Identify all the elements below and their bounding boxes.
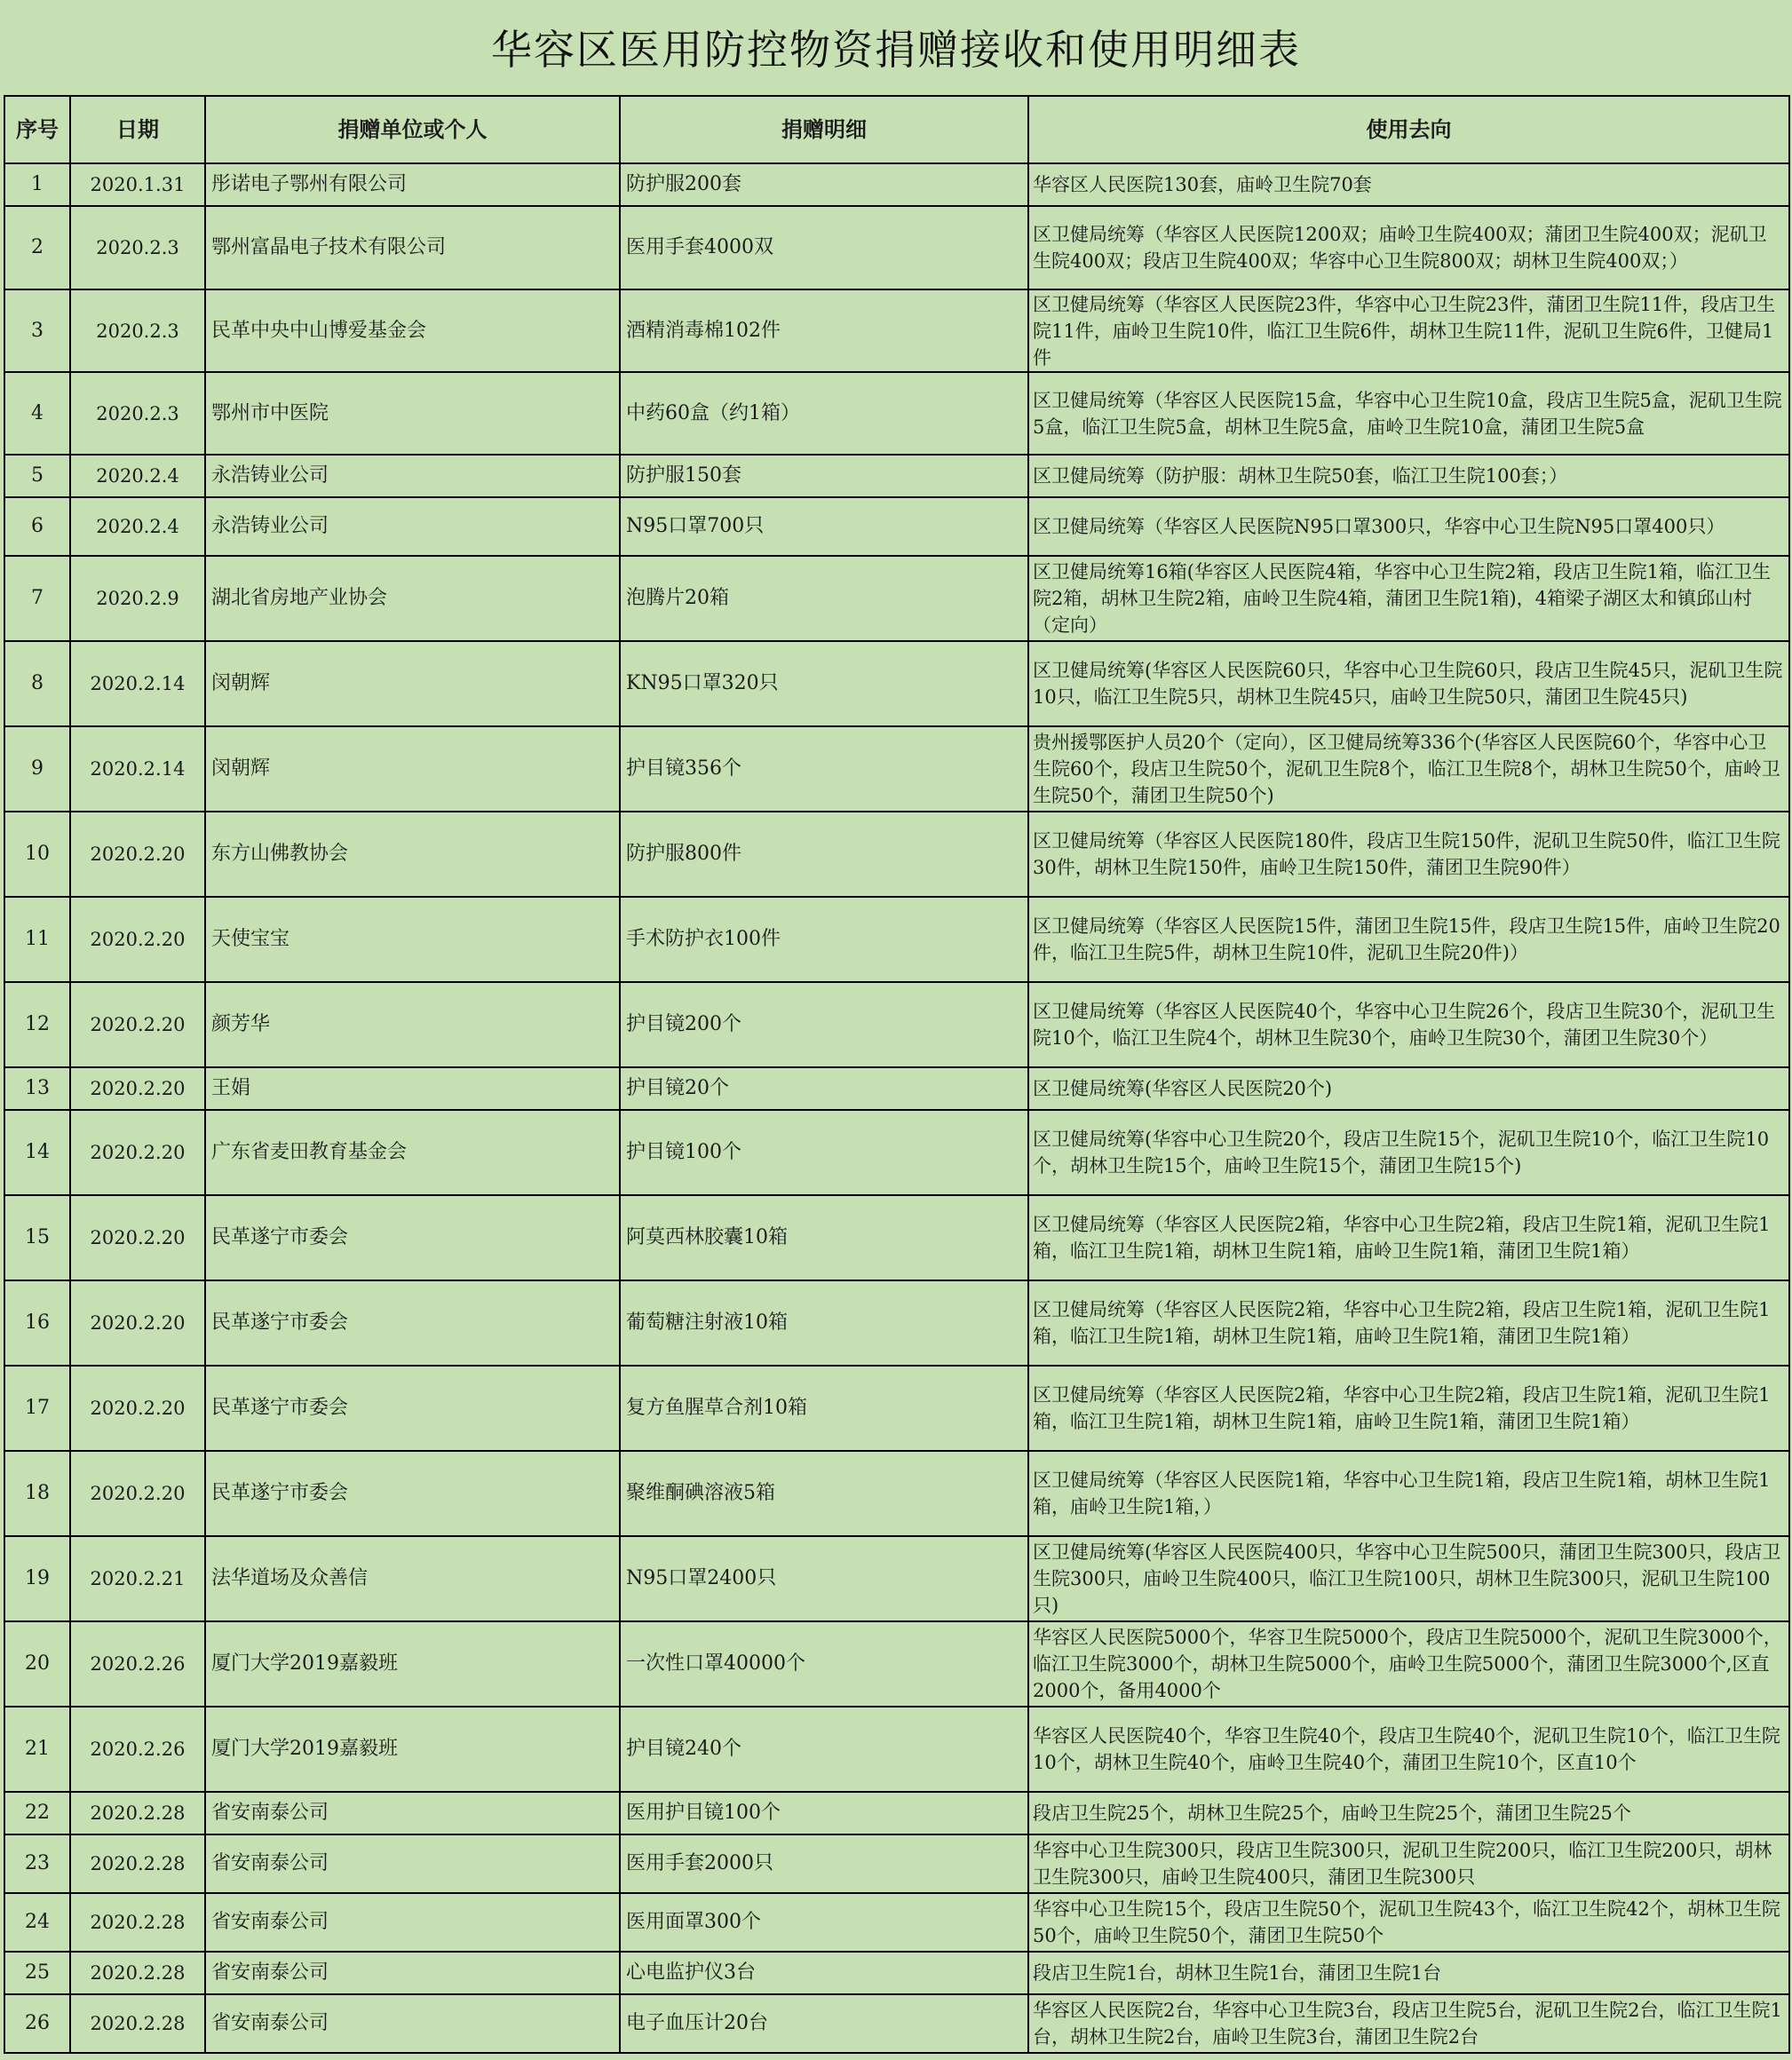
header-date[interactable]: 日期: [70, 96, 205, 163]
donation-table: [4, 95, 1790, 2054]
cell-index[interactable]: 18: [4, 1451, 70, 1536]
cell-detail[interactable]: 葡萄糖注射液10箱: [620, 1280, 1028, 1366]
cell-detail[interactable]: 复方鱼腥草合剂10箱: [620, 1366, 1028, 1451]
table-row: [4, 497, 1789, 556]
table-row: [4, 1451, 1789, 1536]
cell-date[interactable]: 2020.2.28: [70, 1893, 205, 1952]
table-row: [4, 982, 1789, 1067]
cell-donor[interactable]: 省安南泰公司: [205, 1994, 620, 2053]
cell-use[interactable]: 华容区人民医院40个，华容卫生院40个，段店卫生院40个，泥矶卫生院10个，临江卫生院10个，胡林卫生院40个，庙岭卫生院40个，蒲团卫生院10个，区直10个: [1028, 1707, 1789, 1792]
cell-use[interactable]: 区卫健局统筹（防护服：胡林卫生院50套，临江卫生院100套；）: [1028, 455, 1789, 497]
cell-date[interactable]: 2020.2.26: [70, 1621, 205, 1707]
cell-donor[interactable]: 厦门大学2019嘉毅班: [205, 1707, 620, 1792]
cell-date[interactable]: 2020.2.4: [70, 497, 205, 556]
cell-detail[interactable]: N95口罩700只: [620, 497, 1028, 556]
cell-detail[interactable]: 防护服150套: [620, 455, 1028, 497]
cell-use[interactable]: 区卫健局统筹（华容区人民医院15件，蒲团卫生院15件，段店卫生院15件，庙岭卫生院20件，临江卫生院5件，胡林卫生院10件，泥矶卫生院20件)）: [1028, 897, 1789, 982]
cell-date[interactable]: 2020.2.28: [70, 1792, 205, 1834]
cell-donor[interactable]: 鄂州市中医院: [205, 372, 620, 455]
cell-detail[interactable]: 医用手套2000只: [620, 1834, 1028, 1893]
cell-use[interactable]: 华容区人民医院130套，庙岭卫生院70套: [1028, 163, 1789, 206]
header-index[interactable]: 序号: [4, 96, 70, 163]
table-row: [4, 206, 1789, 289]
cell-donor[interactable]: 民革遂宁市委会: [205, 1366, 620, 1451]
cell-index[interactable]: 13: [4, 1067, 70, 1110]
cell-index[interactable]: 7: [4, 556, 70, 641]
cell-index[interactable]: 12: [4, 982, 70, 1067]
cell-use[interactable]: 区卫健局统筹（华容区人民医院23件，华容中心卫生院23件，蒲团卫生院11件，段店卫生院11件，庙岭卫生院10件，临江卫生院6件，胡林卫生院11件，泥矶卫生院6件，卫健局1件: [1028, 289, 1789, 372]
cell-donor[interactable]: 省安南泰公司: [205, 1834, 620, 1893]
cell-date[interactable]: 2020.2.20: [70, 982, 205, 1067]
table-row: [4, 726, 1789, 812]
cell-donor[interactable]: 广东省麦田教育基金会: [205, 1110, 620, 1195]
cell-detail[interactable]: 手术防护衣100件: [620, 897, 1028, 982]
header-use[interactable]: 使用去向: [1028, 96, 1789, 163]
cell-use[interactable]: 区卫健局统筹（华容区人民医院1箱，华容中心卫生院1箱，段店卫生院1箱，胡林卫生院1箱，庙岭卫生院1箱，）: [1028, 1451, 1789, 1536]
cell-index[interactable]: 9: [4, 726, 70, 812]
cell-donor[interactable]: 东方山佛教协会: [205, 812, 620, 897]
cell-use[interactable]: 区卫健局统筹（华容区人民医院180件，段店卫生院150件，泥矶卫生院50件，临江卫生院30件，胡林卫生院150件，庙岭卫生院150件，蒲团卫生院90件）: [1028, 812, 1789, 897]
cell-date[interactable]: 2020.2.9: [70, 556, 205, 641]
cell-donor[interactable]: 湖北省房地产业协会: [205, 556, 620, 641]
cell-use[interactable]: 华容区人民医院2台，华容中心卫生院3台，段店卫生院5台，泥矶卫生院2台，临江卫生院1台，胡林卫生院2台，庙岭卫生院3台，蒲团卫生院2台: [1028, 1994, 1789, 2053]
page-title: 华容区医用防控物资捐赠接收和使用明细表: [491, 26, 1301, 74]
cell-index[interactable]: 6: [4, 497, 70, 556]
cell-detail[interactable]: 防护服800件: [620, 812, 1028, 897]
cell-date[interactable]: 2020.2.3: [70, 289, 205, 372]
cell-detail[interactable]: 护目镜240个: [620, 1707, 1028, 1792]
cell-index[interactable]: 5: [4, 455, 70, 497]
table-row: [4, 556, 1789, 641]
table-row: [4, 455, 1789, 497]
cell-index[interactable]: 1: [4, 163, 70, 206]
cell-date[interactable]: 2020.2.28: [70, 1834, 205, 1893]
cell-use[interactable]: 区卫健局统筹（华容区人民医院2箱，华容中心卫生院2箱，段店卫生院1箱，泥矶卫生院1箱，临江卫生院1箱，胡林卫生院1箱，庙岭卫生院1箱，蒲团卫生院1箱）: [1028, 1280, 1789, 1366]
cell-use[interactable]: 华容中心卫生院300只，段店卫生院300只，泥矶卫生院200只，临江卫生院200只，胡林卫生院300只，庙岭卫生院400只，蒲团卫生院300只: [1028, 1834, 1789, 1893]
table-row: [4, 372, 1789, 455]
cell-date[interactable]: 2020.2.3: [70, 206, 205, 289]
header-detail[interactable]: 捐赠明细: [620, 96, 1028, 163]
table-row: [4, 1834, 1789, 1893]
table-row: [4, 1110, 1789, 1195]
cell-detail[interactable]: 医用护目镜100个: [620, 1792, 1028, 1834]
table-row: [4, 1994, 1789, 2053]
cell-detail[interactable]: 医用面罩300个: [620, 1893, 1028, 1952]
cell-detail[interactable]: 酒精消毒棉102件: [620, 289, 1028, 372]
cell-date[interactable]: 2020.1.31: [70, 163, 205, 206]
cell-donor[interactable]: 闵朝辉: [205, 641, 620, 726]
cell-use[interactable]: 区卫健局统筹（华容区人民医院1200双；庙岭卫生院400双；蒲团卫生院400双；泥矶卫生院400双；段店卫生院400双；华容中心卫生院800双；胡林卫生院400双；）: [1028, 206, 1789, 289]
cell-use[interactable]: 贵州援鄂医护人员20个（定向），区卫健局统筹336个(华容区人民医院60个，华容中心卫生院60个，段店卫生院50个，泥矶卫生院8个，临江卫生院8个，胡林卫生院50个，庙岭卫生院50个，蒲团卫生院50个): [1028, 726, 1789, 812]
cell-detail[interactable]: 电子血压计20台: [620, 1994, 1028, 2053]
cell-date[interactable]: 2020.2.3: [70, 372, 205, 455]
cell-index[interactable]: 8: [4, 641, 70, 726]
cell-date[interactable]: 2020.2.20: [70, 1195, 205, 1280]
cell-use[interactable]: 华容中心卫生院15个，段店卫生院50个，泥矶卫生院43个，临江卫生院42个，胡林卫生院50个，庙岭卫生院50个，蒲团卫生院50个: [1028, 1893, 1789, 1952]
cell-date[interactable]: 2020.2.20: [70, 897, 205, 982]
cell-index[interactable]: 3: [4, 289, 70, 372]
table-row: [4, 289, 1789, 372]
table-row: [4, 1621, 1789, 1707]
cell-detail[interactable]: 护目镜356个: [620, 726, 1028, 812]
cell-detail[interactable]: 防护服200套: [620, 163, 1028, 206]
table-row: [4, 641, 1789, 726]
cell-donor[interactable]: 闵朝辉: [205, 726, 620, 812]
cell-detail[interactable]: 阿莫西林胶囊10箱: [620, 1195, 1028, 1280]
cell-index[interactable]: 19: [4, 1536, 70, 1621]
table-row: [4, 1952, 1789, 1994]
cell-donor[interactable]: 民革遂宁市委会: [205, 1451, 620, 1536]
cell-use[interactable]: 区卫健局统筹(华容区人民医院60只，华容中心卫生院60只，段店卫生院45只，泥矶卫生院10只，临江卫生院5只，胡林卫生院45只，庙岭卫生院50只，蒲团卫生院45只): [1028, 641, 1789, 726]
cell-donor[interactable]: 鄂州富晶电子技术有限公司: [205, 206, 620, 289]
cell-use[interactable]: 段店卫生院25个，胡林卫生院25个，庙岭卫生院25个，蒲团卫生院25个: [1028, 1792, 1789, 1834]
cell-detail[interactable]: 护目镜200个: [620, 982, 1028, 1067]
cell-date[interactable]: 2020.2.28: [70, 1994, 205, 2053]
cell-donor[interactable]: 省安南泰公司: [205, 1893, 620, 1952]
header-donor[interactable]: 捐赠单位或个人: [205, 96, 620, 163]
cell-use[interactable]: 华容区人民医院5000个，华容卫生院5000个，段店卫生院5000个，泥矶卫生院3000个，临江卫生院3000个，胡林卫生院5000个，庙岭卫生院5000个，蒲团卫生院3000个,区直2000个，备用4000个: [1028, 1621, 1789, 1707]
cell-donor[interactable]: 民革中央中山博爱基金会: [205, 289, 620, 372]
table-body: [4, 163, 1789, 2053]
cell-detail[interactable]: 中药60盒（约1箱）: [620, 372, 1028, 455]
cell-date[interactable]: 2020.2.4: [70, 455, 205, 497]
table-row: [4, 897, 1789, 982]
cell-date[interactable]: 2020.2.20: [70, 812, 205, 897]
cell-detail[interactable]: 一次性口罩40000个: [620, 1621, 1028, 1707]
cell-date[interactable]: 2020.2.14: [70, 641, 205, 726]
cell-detail[interactable]: 心电监护仪3台: [620, 1952, 1028, 1994]
cell-detail[interactable]: 医用手套4000双: [620, 206, 1028, 289]
cell-donor[interactable]: 法华道场及众善信: [205, 1536, 620, 1621]
cell-detail[interactable]: 护目镜20个: [620, 1067, 1028, 1110]
table-row: [4, 1366, 1789, 1451]
cell-use[interactable]: 段店卫生院1台，胡林卫生院1台，蒲团卫生院1台: [1028, 1952, 1789, 1994]
cell-detail[interactable]: 聚维酮碘溶液5箱: [620, 1451, 1028, 1536]
cell-use[interactable]: 区卫健局统筹（华容区人民医院N95口罩300只，华容中心卫生院N95口罩400只）: [1028, 497, 1789, 556]
cell-date[interactable]: 2020.2.28: [70, 1952, 205, 1994]
cell-use[interactable]: 区卫健局统筹(华容区人民医院20个): [1028, 1067, 1789, 1110]
cell-donor[interactable]: 颜芳华: [205, 982, 620, 1067]
cell-date[interactable]: 2020.2.20: [70, 1067, 205, 1110]
cell-index[interactable]: 15: [4, 1195, 70, 1280]
cell-index[interactable]: 21: [4, 1707, 70, 1792]
cell-detail[interactable]: 泡腾片20箱: [620, 556, 1028, 641]
cell-donor[interactable]: 民革遂宁市委会: [205, 1195, 620, 1280]
cell-use[interactable]: 区卫健局统筹(华容区人民医院400只，华容中心卫生院500只，蒲团卫生院300只，段店卫生院300只，庙岭卫生院400只，临江卫生院100只，胡林卫生院300只，泥矶卫生院100只): [1028, 1536, 1789, 1621]
table-row: [4, 1792, 1789, 1834]
cell-use[interactable]: 区卫健局统筹(华容中心卫生院20个，段店卫生院15个，泥矶卫生院10个，临江卫生院10个，胡林卫生院15个，庙岭卫生院15个，蒲团卫生院15个): [1028, 1110, 1789, 1195]
cell-index[interactable]: 22: [4, 1792, 70, 1834]
table-row: [4, 1067, 1789, 1110]
cell-date[interactable]: 2020.2.20: [70, 1451, 205, 1536]
cell-index[interactable]: 10: [4, 812, 70, 897]
table-row: [4, 1536, 1789, 1621]
table-row: [4, 1195, 1789, 1280]
cell-use[interactable]: 区卫健局统筹（华容区人民医院2箱，华容中心卫生院2箱，段店卫生院1箱，泥矶卫生院1箱，临江卫生院1箱，胡林卫生院1箱，庙岭卫生院1箱，蒲团卫生院1箱）: [1028, 1366, 1789, 1451]
cell-donor[interactable]: 王娟: [205, 1067, 620, 1110]
table-row: [4, 1707, 1789, 1792]
cell-use[interactable]: 区卫健局统筹（华容区人民医院15盒，华容中心卫生院10盒，段店卫生院5盒，泥矶卫生院5盒，临江卫生院5盒，胡林卫生院5盒，庙岭卫生院10盒，蒲团卫生院5盒: [1028, 372, 1789, 455]
cell-index[interactable]: 11: [4, 897, 70, 982]
cell-donor[interactable]: 永浩铸业公司: [205, 455, 620, 497]
cell-index[interactable]: 16: [4, 1280, 70, 1366]
cell-donor[interactable]: 彤诺电子鄂州有限公司: [205, 163, 620, 206]
cell-index[interactable]: 25: [4, 1952, 70, 1994]
table-row: [4, 1893, 1789, 1952]
cell-date[interactable]: 2020.2.26: [70, 1707, 205, 1792]
cell-index[interactable]: 24: [4, 1893, 70, 1952]
table-row: [4, 163, 1789, 206]
cell-date[interactable]: 2020.2.20: [70, 1366, 205, 1451]
cell-date[interactable]: 2020.2.14: [70, 726, 205, 812]
table-row: [4, 812, 1789, 897]
table-row: [4, 1280, 1789, 1366]
cell-use[interactable]: 区卫健局统筹（华容区人民医院40个，华容中心卫生院26个，段店卫生院30个，泥矶卫生院10个，临江卫生院4个，胡林卫生院30个，庙岭卫生院30个，蒲团卫生院30个）: [1028, 982, 1789, 1067]
cell-index[interactable]: 23: [4, 1834, 70, 1893]
cell-use[interactable]: 区卫健局统筹（华容区人民医院2箱，华容中心卫生院2箱，段店卫生院1箱，泥矶卫生院1箱，临江卫生院1箱，胡林卫生院1箱，庙岭卫生院1箱，蒲团卫生院1箱）: [1028, 1195, 1789, 1280]
cell-donor[interactable]: 省安南泰公司: [205, 1952, 620, 1994]
cell-donor[interactable]: 民革遂宁市委会: [205, 1280, 620, 1366]
cell-donor[interactable]: 厦门大学2019嘉毅班: [205, 1621, 620, 1707]
cell-donor[interactable]: 天使宝宝: [205, 897, 620, 982]
cell-index[interactable]: 20: [4, 1621, 70, 1707]
cell-donor[interactable]: 省安南泰公司: [205, 1792, 620, 1834]
cell-index[interactable]: 2: [4, 206, 70, 289]
cell-use[interactable]: 区卫健局统筹16箱(华容区人民医院4箱，华容中心卫生院2箱，段店卫生院1箱，临江卫生院2箱，胡林卫生院2箱，庙岭卫生院4箱，蒲团卫生院1箱)，4箱梁子湖区太和镇邱山村（定向）: [1028, 556, 1789, 641]
header-row: [4, 96, 1789, 163]
cell-date[interactable]: 2020.2.20: [70, 1280, 205, 1366]
cell-date[interactable]: 2020.2.21: [70, 1536, 205, 1621]
cell-index[interactable]: 17: [4, 1366, 70, 1451]
cell-index[interactable]: 26: [4, 1994, 70, 2053]
cell-donor[interactable]: 永浩铸业公司: [205, 497, 620, 556]
cell-index[interactable]: 4: [4, 372, 70, 455]
cell-detail[interactable]: N95口罩2400只: [620, 1536, 1028, 1621]
cell-date[interactable]: 2020.2.20: [70, 1110, 205, 1195]
cell-detail[interactable]: KN95口罩320只: [620, 641, 1028, 726]
cell-index[interactable]: 14: [4, 1110, 70, 1195]
cell-detail[interactable]: 护目镜100个: [620, 1110, 1028, 1195]
